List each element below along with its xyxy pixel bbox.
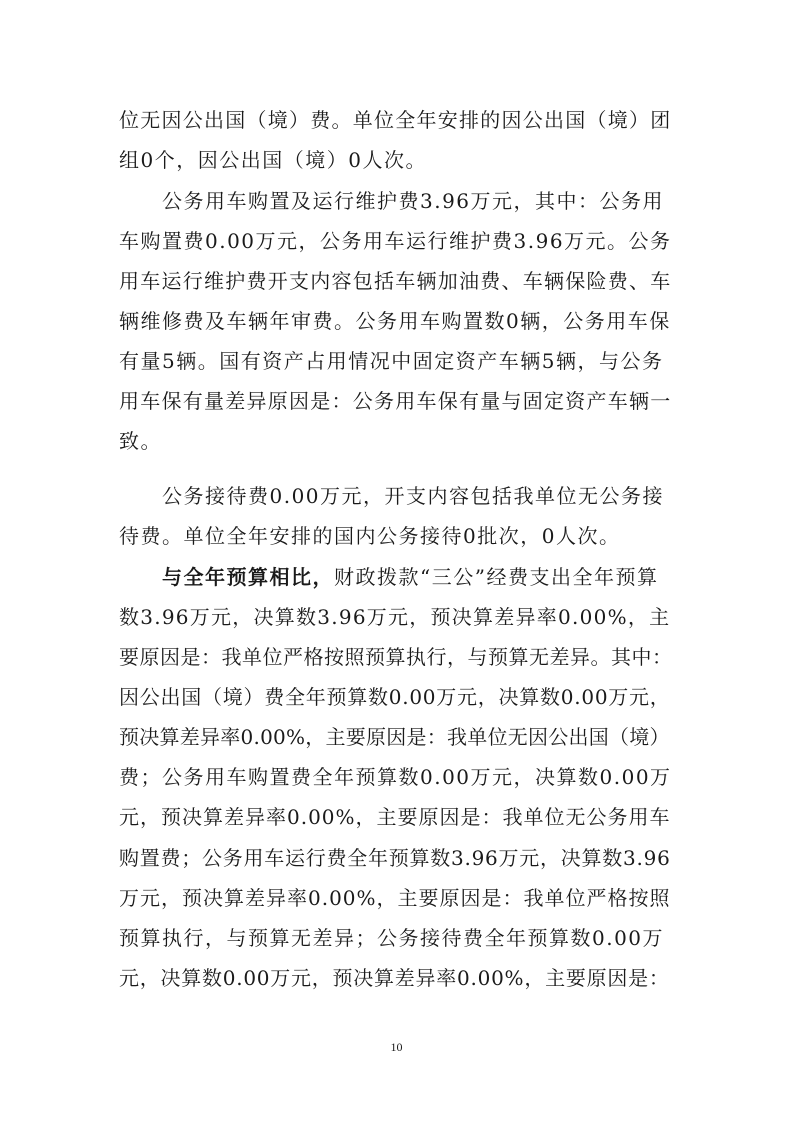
paragraph-line-with-bold-lead [162,557,658,597]
paragraph-line: 元，预决算差异率0.00%，主要原因是：我单位无公务用车 [119,805,671,829]
paragraph-line: 公务接待费0.00万元，开支内容包括我单位无公务接 [162,484,665,508]
paragraph-line: 公务用车购置及运行维护费3.96万元，其中：公务用 [162,189,665,213]
paragraph-line: 购置费；公务用车运行费全年预算数3.96万元，决算数3.96 [119,846,671,870]
paragraph-line: 车购置费0.00万元，公务用车运行维护费3.96万元。公务 [119,229,672,253]
paragraph-line: 预决算差异率0.00%，主要原因是：我单位无因公出国（境） [119,725,670,749]
paragraph-line: 辆维修费及车辆年审费。公务用车购置数0辆，公务用车保 [119,309,671,333]
paragraph-line: 组0个，因公出国（境）0人次。 [119,148,427,172]
bold-lead-text: 与全年预算相比， [162,565,334,589]
paragraph-line: 有量5辆。国有资产占用情况中固定资产车辆5辆，与公务 [119,349,664,373]
paragraph-line: 预算执行，与预算无差异；公务接待费全年预算数0.00万 [119,926,665,950]
paragraph-line: 数3.96万元，决算数3.96万元，预决算差异率0.00%，主 [119,605,671,629]
paragraph-line: 要原因是：我单位严格按照预算执行，与预算无差异。其中： [119,645,673,669]
paragraph-text: 财政拨款“三公”经费支出全年预算 [334,565,659,589]
page-number: 10 [390,1040,403,1054]
paragraph-line: 元，决算数0.00万元，预决算差异率0.00%，主要原因是： [119,966,670,990]
paragraph-line: 用车运行维护费开支内容包括车辆加油费、车辆保险费、车 [119,269,672,293]
paragraph-line: 位无因公出国（境）费。单位全年安排的因公出国（境）团 [119,108,672,132]
paragraph-line: 因公出国（境）费全年预算数0.00万元，决算数0.00万元， [119,685,671,709]
paragraph-line: 待费。单位全年安排的国内公务接待0批次，0人次。 [119,524,621,548]
paragraph-line: 费；公务用车购置费全年预算数0.00万元，决算数0.00万 [119,765,672,789]
paragraph-line: 致。 [119,429,162,453]
paragraph-line: 万元，预决算差异率0.00%，主要原因是：我单位严格按照 [119,886,671,910]
paragraph-line: 用车保有量差异原因是：公务用车保有量与固定资产车辆一 [119,389,672,413]
